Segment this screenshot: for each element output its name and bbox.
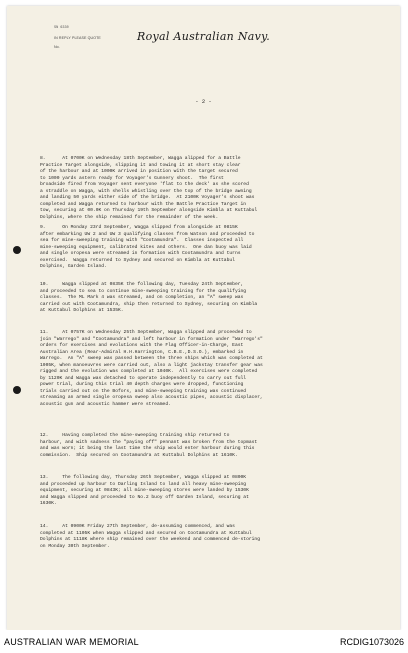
- document-page: [7, 6, 400, 630]
- page-number: - 2 -: [195, 98, 212, 105]
- archive-name: AUSTRALIAN WAR MEMORIAL: [4, 637, 139, 647]
- paragraph-11: 11. At 0757K on Wednesday 25th September, Wagga slipped and proceeded to join "Warrego" and "Cootamundra" and left harbour in formation under "Warrego's" orders for exercises and evolutions with the Flag Officer-in-Charge, East Australian Area (Rear-Admiral H.H.Harrington, C.B.E.,D.S.O.), embarked in Warrego. An "A" sweep was passed between the three ships which was completed at 1005K, when manoeuvres were carried out, also a light jackstay transfer gear was rigged and the evolution was completed at 1040K. All exercises were completed by 1120K and Wagga was detached to operate independently to carry out full power trial, during this trial 40 depth charges were dropped, functioning trials carried out on the Bofors, and mine-sweeping training was continued streaming an armed single oropesa sweep also acoustic pipes, acoustic displacer, acoustic gun and acoustic hammer were streamed.: [40, 330, 263, 407]
- paragraph-10: 10. Wagga slipped at 0835K the following day, Tuesday 24th September, and proceeded to sea to continue mine-sweeping training for the qualifying classes. The ML Mark 4 was streamed, and on completion, an "A" sweep was carried out with Cootamundra, ship then returned to Sydney, securing on Kimbla at Kuttabul Dolphins at 1535K.: [40, 282, 258, 313]
- record-id: RCDIG1073026: [339, 637, 404, 647]
- number-label: No.: [54, 45, 60, 49]
- archive-footer: [0, 630, 408, 653]
- letterhead-title: Royal Australian Navy.: [136, 30, 271, 43]
- punch-hole: [13, 386, 21, 394]
- paragraph-14: 14. At 0900K Friday 27th September, de-assuming commenced, and was completed at 1105K when Wagga slipped and secured on Cootamundra at Kuttabul Dolphins at 1118K where ship remained over the weekend and commenced de-storing on Monday 30th September.: [40, 524, 261, 549]
- paragraph-9: 9. On Monday 23rd September, Wagga slipped from alongside at 0815K after embarking UW 2 and UW 3 qualifying classes from Watson and proceeded to sea for mine-sweeping training with "Cootamundra". Classes inspected all mine-sweeping equipment, calibrated kites and others. One dan buoy was laid and single oropesa were streamed in formation with Cootamundra and turns exercised. Wagga returned to Sydney and secured on Kimbla at Kuttabul Dolphins, Garden Island.: [40, 225, 255, 269]
- punch-hole: [13, 246, 21, 254]
- paragraph-12: 12. Having completed the mine-sweeping training ship returned to harbour, and with sadness the "paying off" pennant was broken from the topmast and was worn; it being the last time the ship would enter harbour during this commission. Ship secured on Cootamundra at Kuttabul Dolphins at 1610K.: [40, 433, 258, 458]
- paragraph-8: 8. At 0700K on Wednesday 18th September, Wagga alipped for a Battle Practice Target alongside, slipping it and towing it at short stay clear of the harbour and at 1000K arrived in position with the target secured to 1000 yards astern ready for Voyager's Gunnery shoot. The first broadside fired from Voyager sent everyone 'flat to the deck' as she scored a straddle on Wagga, with shells whistling over the top of the bridge awning and landing 50 yards either side of the bridge. At 2100K Voyager's shoot was completed and Wagga returned to harbour with the Battle Practice Target in tow, securing at 00.0K on Thursday 19th September alongside Kimbla at Kuttabul Dolphins, where the ship remained for the remainder of the week.: [40, 156, 258, 220]
- paragraph-13: 13. The following day, Thursday 26th September, Wagga slipped at 0800K and proceeded up harbour to Darling Island to land all heavy mine-sweeping equipment, securing at 0843K; all mine-sweeping stores were landed by 1530K and Wagga slipped and proceeded to No.2 buoy off Garden Island, securing at 1630K.: [40, 475, 249, 506]
- reply-label: IN REPLY PLEASE QUOTE: [54, 36, 101, 40]
- form-number: SN 6330: [54, 26, 69, 30]
